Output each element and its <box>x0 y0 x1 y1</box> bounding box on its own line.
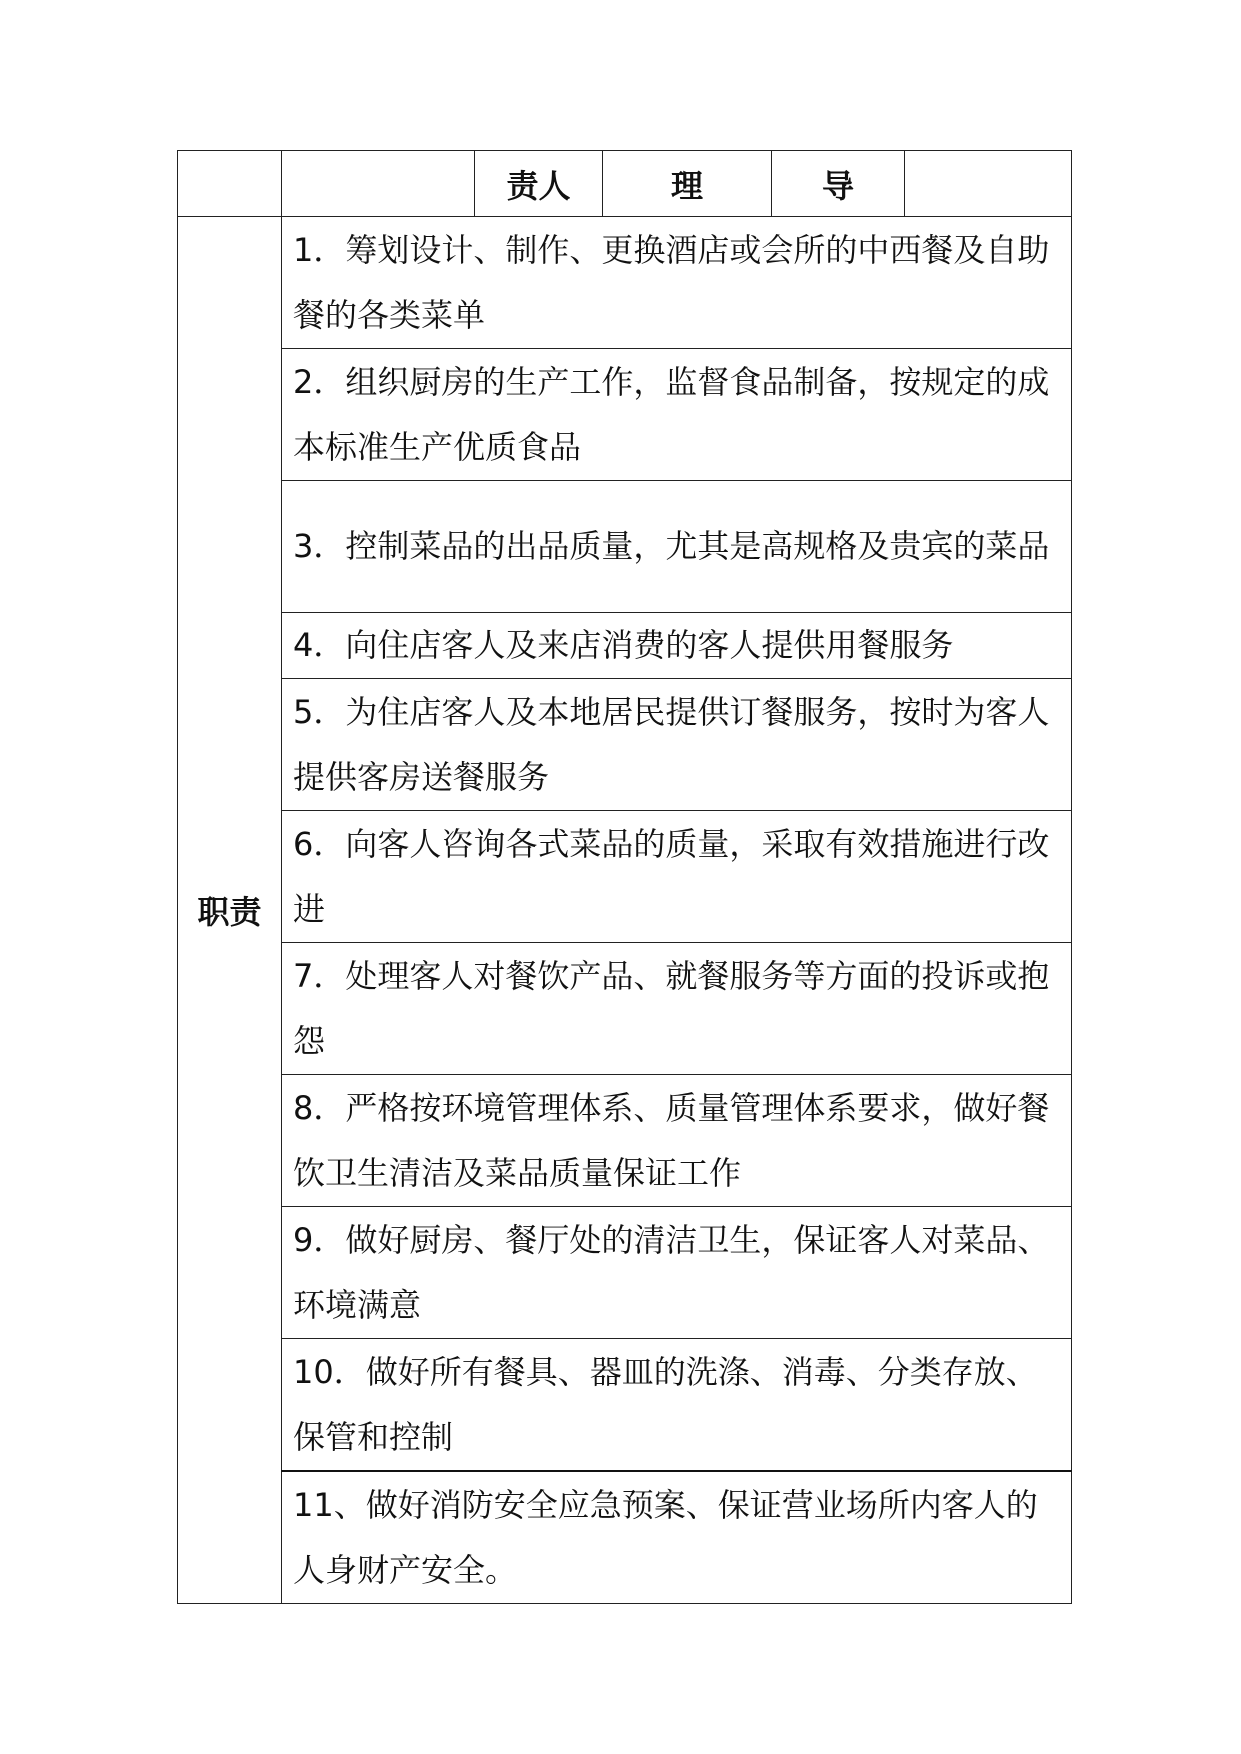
header-row <box>178 151 1072 217</box>
duty-item-2: 2．组织厨房的生产工作，监督食品制备，按规定的成本标准生产优质食品 <box>282 349 1072 481</box>
header-cell-1 <box>178 151 282 217</box>
section-label: 职责 <box>178 217 282 1604</box>
duty-row <box>178 943 1072 1075</box>
duty-item-4: 4．向住店客人及来店消费的客人提供用餐服务 <box>282 613 1072 679</box>
duty-item-9: 9．做好厨房、餐厅处的清洁卫生，保证客人对菜品、环境满意 <box>282 1207 1072 1339</box>
duty-row <box>178 613 1072 679</box>
duty-row <box>178 1339 1072 1472</box>
header-cell-2 <box>282 151 475 217</box>
duty-row <box>178 1075 1072 1207</box>
duty-table <box>177 150 1072 1604</box>
duty-row <box>178 481 1072 613</box>
duty-row <box>178 217 1072 349</box>
duty-item-11: 11、做好消防安全应急预案、保证营业场所内客人的人身财产安全。 <box>282 1471 1072 1604</box>
duty-row <box>178 349 1072 481</box>
duty-item-6: 6．向客人咨询各式菜品的质量，采取有效措施进行改进 <box>282 811 1072 943</box>
duty-item-1: 1．筹划设计、制作、更换酒店或会所的中西餐及自助餐的各类菜单 <box>282 217 1072 349</box>
header-cell-responsible: 责人 <box>475 151 603 217</box>
duty-row <box>178 1207 1072 1339</box>
duty-item-7: 7．处理客人对餐饮产品、就餐服务等方面的投诉或抱怨 <box>282 943 1072 1075</box>
duty-item-10: 10．做好所有餐具、器皿的洗涤、消毒、分类存放、保管和控制 <box>282 1339 1072 1472</box>
header-cell-6 <box>905 151 1072 217</box>
duty-item-3: 3．控制菜品的出品质量，尤其是高规格及贵宾的菜品 <box>282 481 1072 613</box>
duty-item-5: 5．为住店客人及本地居民提供订餐服务，按时为客人提供客房送餐服务 <box>282 679 1072 811</box>
duty-row <box>178 679 1072 811</box>
duty-row <box>178 811 1072 943</box>
header-cell-guide: 导 <box>772 151 905 217</box>
duty-row <box>178 1471 1072 1604</box>
duty-item-8: 8．严格按环境管理体系、质量管理体系要求，做好餐饮卫生清洁及菜品质量保证工作 <box>282 1075 1072 1207</box>
header-cell-manage: 理 <box>603 151 772 217</box>
